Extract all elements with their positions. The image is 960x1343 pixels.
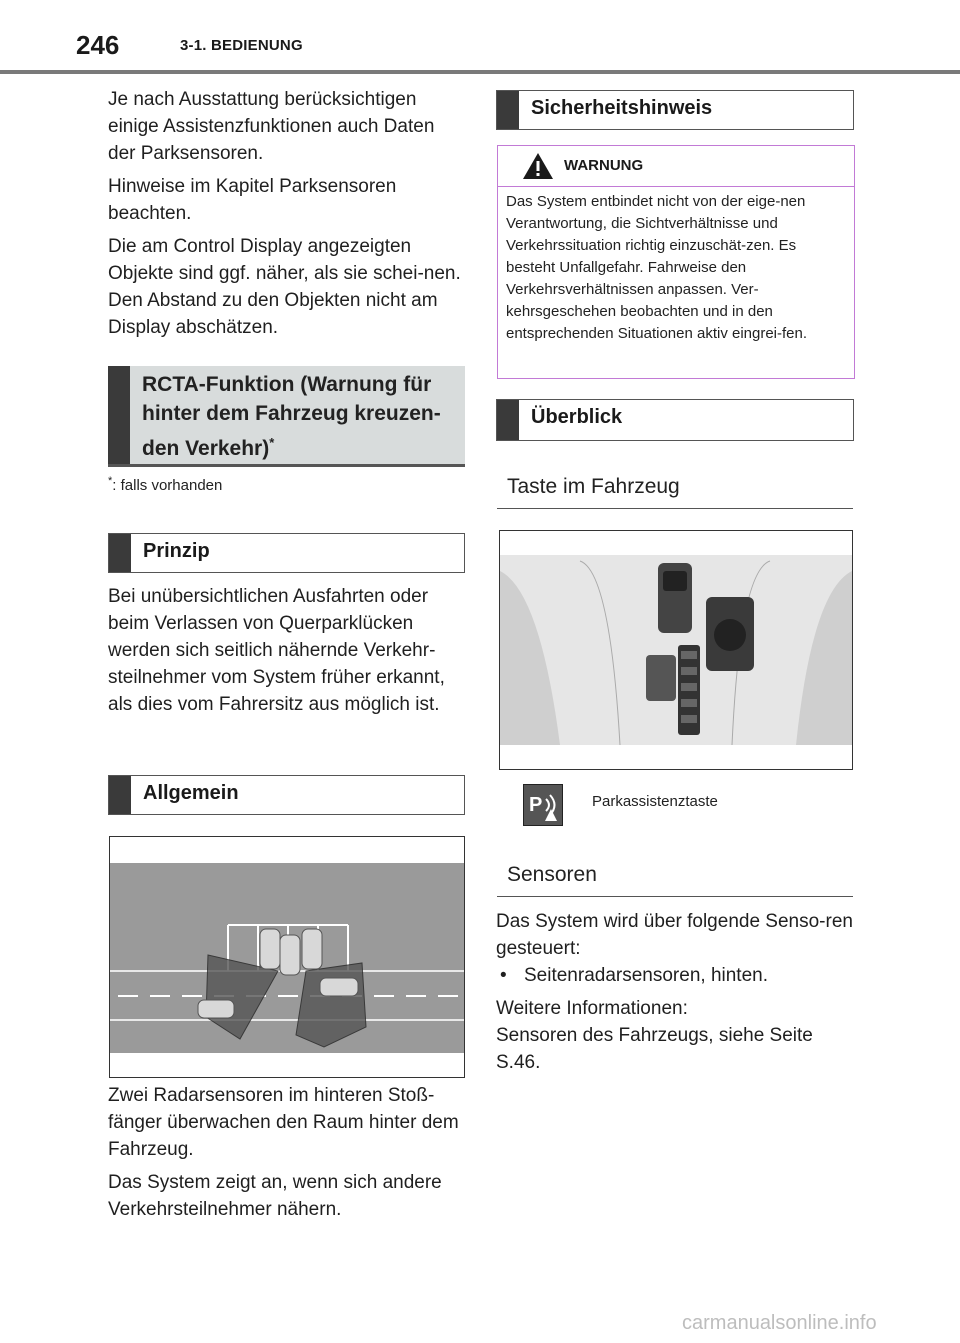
heading-bar [108, 366, 130, 464]
rcta-heading [130, 366, 465, 464]
footnote-mark: * [108, 475, 113, 487]
rcta-heading-text: RCTA-Funktion (Warnung für hinter dem Fahrzeug kreuzen-den Verkehr) [142, 373, 441, 460]
heading-bar [109, 534, 131, 572]
allgemein-heading: Allgemein [143, 782, 239, 804]
intro-paragraph: Hinweise im Kapitel Parksensoren beachten. [108, 176, 397, 224]
warning-text: Das System entbindet nicht von der eige-nen Verantwortung, die Sichtverhältnisse und Verkehrssituation richtig einzuschät-zen. Es besteht Unfallgefahr. Fahrweise den Verkehrsverhältnissen anpassen. Ver-kehrsgeschehen beobachten und in den entsprechenden Situationen aktiv eingrei-fen. [506, 193, 808, 342]
footnote [108, 475, 222, 494]
rcta-heading-box [108, 366, 465, 467]
rcta-illustration-svg [110, 837, 464, 1077]
header-rule [0, 70, 960, 74]
intro-paragraph: Die am Control Display angezeigten Objekte sind ggf. näher, als sie schei-nen. Den Abstand zu den Objekten nicht am Display abschätzen. [108, 236, 461, 338]
more-info-text: Sensoren des Fahrzeugs, siehe Seite S.46. [496, 1025, 813, 1073]
allgemein-heading-box [108, 775, 465, 815]
park-assist-button-icon [523, 784, 563, 826]
safety-heading-box [496, 90, 854, 130]
rcta-illustration [109, 836, 465, 1078]
heading-bar [109, 776, 131, 814]
heading-bar [497, 400, 519, 440]
bullet-symbol: • [500, 965, 507, 986]
warning-label: WARNUNG [564, 157, 644, 174]
console-illustration [499, 530, 853, 770]
description-paragraph: Das System zeigt an, wenn sich andere Verkehrsteilnehmer nähern. [108, 1172, 442, 1220]
prinzip-text [108, 583, 464, 724]
footnote-text: : falls vorhanden [112, 477, 223, 494]
sensors-heading: Sensoren [497, 858, 853, 897]
button-caption: Parkassistenztaste [592, 793, 718, 810]
description-paragraph: Zwei Radarsensoren im hinteren Stoß-fänger überwachen den Raum hinter dem Fahrzeug. [108, 1085, 459, 1160]
prinzip-heading-box [108, 533, 465, 573]
sensors-bullet-item [496, 962, 856, 989]
heading-bar [497, 91, 519, 129]
sensors-text [496, 908, 856, 1076]
warning-triangle-icon [522, 152, 554, 180]
intro-paragraph: Je nach Ausstattung berücksichtigen einige Assistenzfunktionen auch Daten der Parksensoren. [108, 89, 435, 164]
sensors-bullet: Seitenradarsensoren, hinten. [524, 965, 768, 986]
figure-description [108, 1082, 464, 1229]
warning-box [497, 145, 855, 379]
rcta-asterisk: * [269, 435, 275, 450]
intro-text [108, 86, 464, 347]
console-illustration-svg [500, 531, 852, 769]
page-number: 246 [76, 30, 120, 60]
prinzip-heading: Prinzip [143, 540, 210, 562]
warning-header [498, 146, 854, 187]
button-heading: Taste im Fahrzeug [497, 470, 853, 509]
svg-text:P: P [529, 794, 543, 816]
prinzip-paragraph: Bei unübersichtlichen Ausfahrten oder beim Verlassen von Querparklücken werden sich seitlich nähernde Verkehr-steilnehmer vom System früher erkannt, als dies vom Fahrersitz aus möglich ist. [108, 586, 445, 715]
safety-heading: Sicherheitshinweis [531, 97, 713, 119]
overview-heading-box [496, 399, 854, 441]
chapter-title: 3-1. BEDIENUNG [180, 37, 303, 54]
sensors-intro: Das System wird über folgende Senso-ren gesteuert: [496, 911, 853, 959]
more-info-label: Weitere Informationen: [496, 998, 688, 1019]
watermark: carmanualsonline.info [682, 1312, 877, 1334]
overview-heading: Überblick [531, 406, 623, 428]
